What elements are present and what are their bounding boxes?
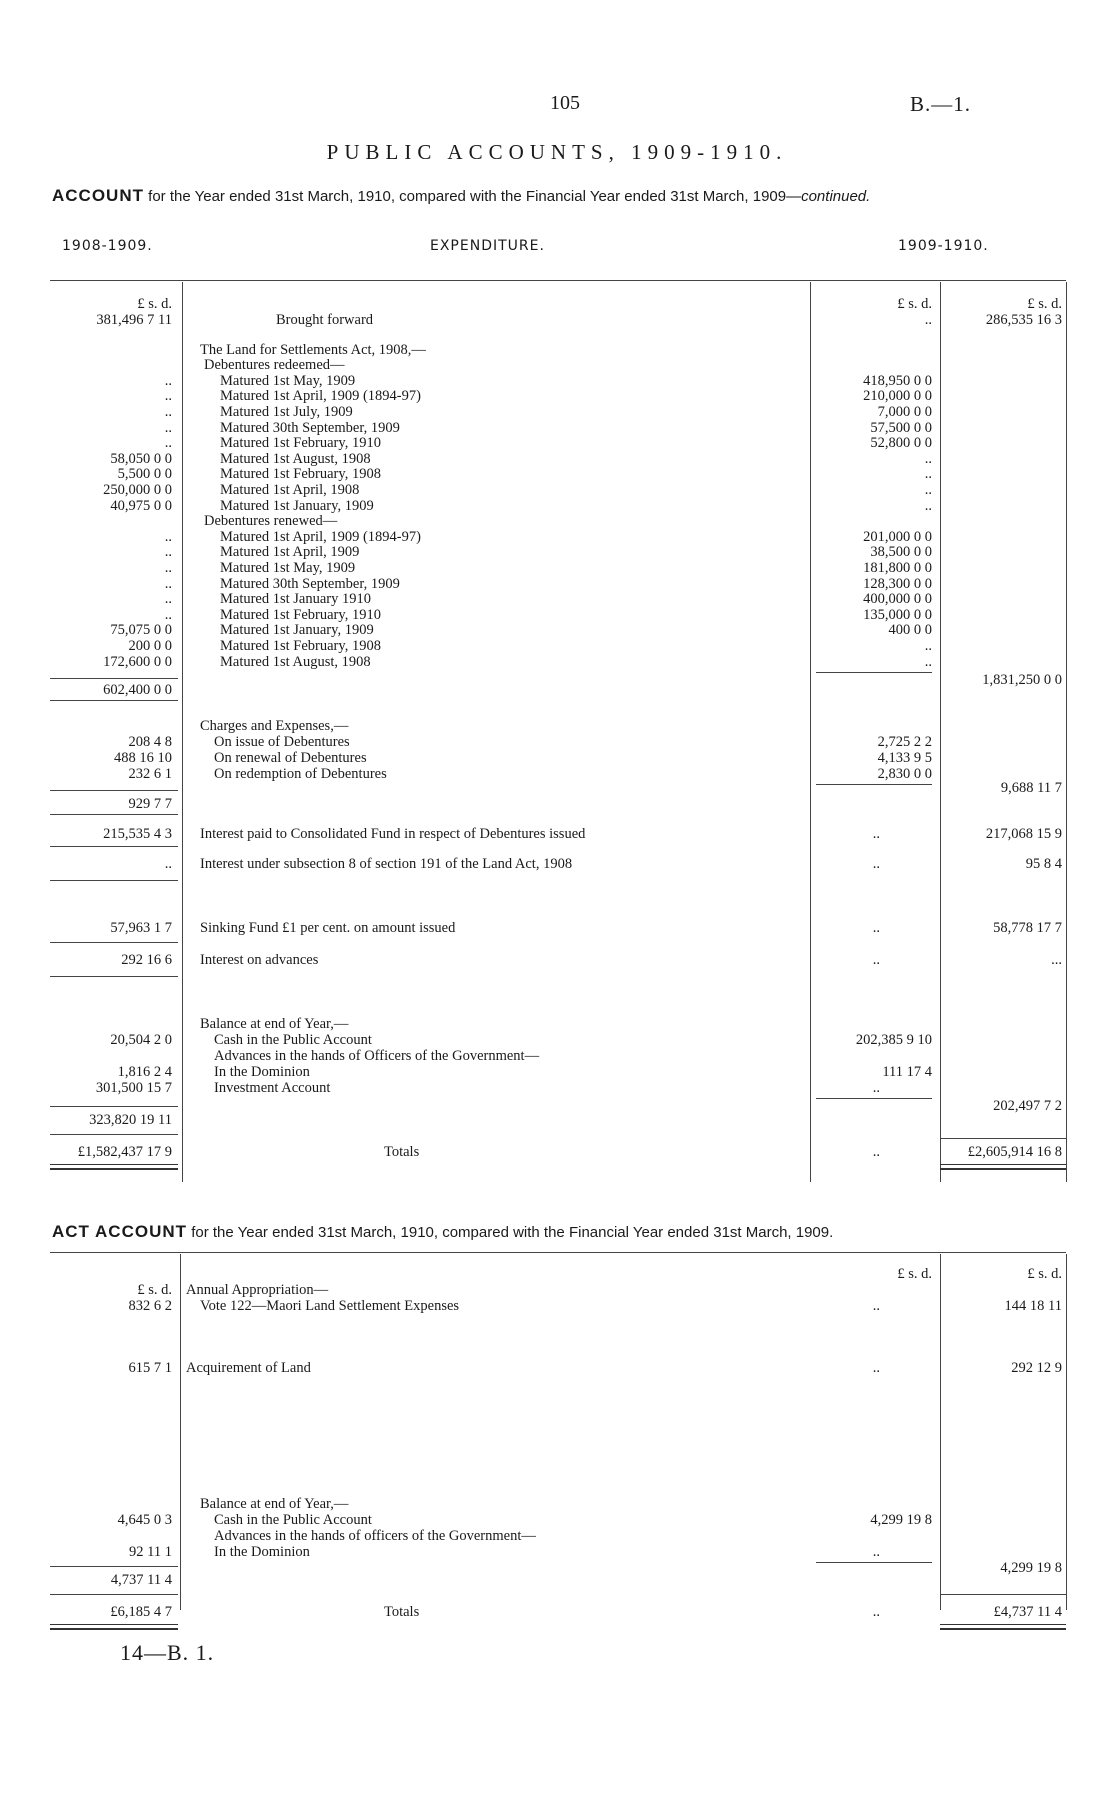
interest-subsection-right: 95 8 4 — [1025, 856, 1062, 872]
charges-total-right: 9,688 11 7 — [1000, 780, 1062, 796]
row-left-amount: .. — [164, 591, 172, 608]
vote-desc: Vote 122—Maori Land Settlement Expenses — [200, 1298, 460, 1314]
document-reference: B.—1. — [910, 92, 972, 116]
row-description: The Land for Settlements Act, 1908,— — [200, 341, 426, 358]
row-mid-amount: .. — [924, 638, 932, 654]
act-totals-double-rule-right — [940, 1624, 1066, 1630]
balance-investment-left: 301,500 15 7 — [95, 1080, 172, 1096]
row-left-amount: .. — [164, 560, 172, 576]
balance-dominion-mid: 111 17 4 — [882, 1064, 932, 1080]
table1-outer-divider — [1066, 282, 1067, 1182]
acquirement-desc: Acquirement of Land — [186, 1360, 311, 1376]
balance-rule-mid — [816, 1098, 932, 1099]
charge-left-amount: 232 6 1 — [128, 766, 172, 782]
row-mid-amount: 181,800 0 0 — [863, 560, 932, 576]
row-description: Matured 1st April, 1909 (1894-97) — [220, 388, 421, 405]
row-description: Matured 1st April, 1909 — [220, 544, 360, 561]
vote-mid: .. — [872, 1298, 880, 1314]
row-left-amount: .. — [164, 419, 172, 436]
row-description: Matured 1st July, 1909 — [220, 404, 353, 420]
act-balance-cash-left: 4,645 0 3 — [117, 1512, 172, 1528]
interest-consolidated-mid: .. — [872, 826, 880, 842]
acquirement-left: 615 7 1 — [128, 1360, 172, 1376]
row-description: Brought forward — [276, 312, 374, 328]
row-left-amount: .. — [164, 372, 172, 389]
row-description: Matured 1st January, 1909 — [220, 622, 374, 639]
totals-mid: .. — [872, 1144, 880, 1160]
act-account-heading-bold: ACT ACCOUNT — [52, 1222, 188, 1241]
balance-advances-heading: Advances in the hands of Officers of the Government— — [214, 1048, 540, 1064]
act-balance-dominion-mid: .. — [872, 1544, 880, 1560]
act-units-right: £ s. d. — [1027, 1266, 1062, 1282]
page-title: PUBLIC ACCOUNTS, 1909-1910. — [326, 140, 788, 164]
charge-mid-amount: 2,725 2 2 — [877, 734, 932, 750]
appropriation-heading: Annual Appropriation— — [186, 1282, 329, 1298]
table1-right-divider — [940, 282, 941, 1182]
row-mid-amount: .. — [924, 312, 932, 328]
row-description: Matured 30th September, 1909 — [220, 575, 400, 592]
units-mid: £ s. d. — [897, 296, 932, 312]
balance-cash-desc: Cash in the Public Account — [214, 1032, 372, 1048]
charge-description: On issue of Debentures — [214, 734, 350, 750]
sinking-fund-desc: Sinking Fund £1 per cent. on amount issued — [200, 920, 456, 936]
row-left-amount: 250,000 0 0 — [103, 482, 172, 498]
row-description: Debentures redeemed— — [204, 357, 345, 374]
sinking-fund-right: 58,778 17 7 — [993, 920, 1062, 936]
balance-cash-mid: 202,385 9 10 — [855, 1032, 932, 1048]
charge-left-amount: 208 4 8 — [128, 734, 172, 750]
row-left-amount: 5,500 0 0 — [117, 466, 172, 483]
act-units-left: £ s. d. — [137, 1282, 172, 1298]
balance-heading: Balance at end of Year,— — [200, 1016, 349, 1032]
vote-right: 144 18 11 — [1004, 1298, 1062, 1314]
charges-rule-left-bottom — [50, 814, 178, 815]
row-left-amount: 58,050 0 0 — [110, 450, 172, 467]
row-description: Matured 1st January 1910 — [220, 591, 372, 608]
row-mid-amount: 57,500 0 0 — [870, 419, 932, 436]
row-mid-amount: 135,000 0 0 — [863, 606, 932, 623]
totals-rule-right-top — [940, 1138, 1066, 1139]
act-totals-mid: .. — [872, 1604, 880, 1620]
charge-description: On redemption of Debentures — [214, 766, 387, 782]
balance-total-left: 323,820 19 11 — [89, 1112, 172, 1128]
charges-total-left: 929 7 7 — [128, 796, 172, 812]
totals-right: £2,605,914 16 8 — [967, 1144, 1062, 1160]
row-description: Matured 1st April, 1909 (1894-97) — [220, 528, 421, 545]
subtotal-rule-left — [50, 678, 178, 679]
act-balance-rule-left — [50, 1566, 178, 1567]
charge-mid-amount: 2,830 0 0 — [877, 766, 932, 782]
act-totals-left: £6,185 4 7 — [110, 1604, 172, 1620]
act-account-heading-text: for the Year ended 31st March, 1910, compared with the Financial Year ended 31st March, 1909. — [191, 1224, 834, 1241]
balance-rule-left — [50, 1106, 178, 1107]
column-expenditure: EXPENDITURE. — [430, 238, 545, 254]
balance-investment-desc: Investment Account — [214, 1080, 331, 1096]
charge-description: On renewal of Debentures — [214, 750, 367, 766]
row-description: Matured 1st February, 1908 — [220, 638, 381, 654]
act-balance-heading: Balance at end of Year,— — [200, 1496, 349, 1512]
row-mid-amount: 201,000 0 0 — [863, 528, 932, 545]
interest-consolidated-right: 217,068 15 9 — [985, 826, 1062, 842]
table1-top-rule — [50, 280, 1066, 281]
act-totals-right: £4,737 11 4 — [993, 1604, 1062, 1620]
vote-left: 832 6 2 — [128, 1298, 172, 1314]
row-left-amount: .. — [164, 528, 172, 545]
account-heading-bold: ACCOUNT — [52, 186, 144, 205]
act-totals-rule-right — [940, 1594, 1066, 1595]
column-year-previous: 1908-1909. — [62, 238, 153, 254]
act-balance-cash-mid: 4,299 19 8 — [870, 1512, 932, 1528]
row-left-amount: .. — [164, 544, 172, 561]
totals-left: £1,582,437 17 9 — [77, 1144, 172, 1160]
act-balance-total-left: 4,737 11 4 — [110, 1572, 172, 1588]
row-left-amount: 381,496 7 11 — [96, 312, 172, 328]
row-mid-amount: 38,500 0 0 — [870, 544, 932, 561]
table2-left-divider — [180, 1254, 181, 1610]
act-totals-label: Totals — [384, 1604, 420, 1620]
row-left-amount: 200 0 0 — [128, 638, 172, 654]
act-balance-rule-mid — [816, 1562, 932, 1563]
subsection-rule-left — [50, 880, 178, 881]
account-heading-italic: continued. — [801, 188, 871, 205]
totals-double-rule-right — [940, 1164, 1066, 1170]
row-left-amount: 172,600 0 0 — [103, 653, 172, 670]
act-balance-dominion-left: 92 11 1 — [129, 1544, 172, 1560]
row-mid-amount: .. — [924, 466, 932, 483]
act-balance-advances-heading: Advances in the hands of officers of the Government— — [214, 1528, 536, 1544]
row-right-amount: 286,535 16 3 — [985, 312, 1062, 328]
totals-rule-left — [50, 1134, 178, 1135]
row-mid-amount: 400 0 0 — [888, 622, 932, 639]
acquirement-right: 292 12 9 — [1011, 1360, 1062, 1376]
act-balance-cash-desc: Cash in the Public Account — [214, 1512, 372, 1528]
interest-advances-left: 292 16 6 — [121, 952, 172, 968]
interest-consolidated-desc: Interest paid to Consolidated Fund in respect of Debentures issued — [200, 826, 586, 842]
balance-cash-left: 20,504 2 0 — [110, 1032, 172, 1048]
row-left-amount: .. — [164, 606, 172, 623]
row-mid-amount: 52,800 0 0 — [870, 435, 932, 452]
charges-rule-mid — [816, 784, 932, 785]
row-description: Matured 1st August, 1908 — [220, 653, 371, 670]
acquirement-mid: .. — [872, 1360, 880, 1376]
act-balance-dominion-desc: In the Dominion — [214, 1544, 310, 1560]
balance-dominion-left: 1,816 2 4 — [117, 1064, 172, 1080]
row-mid-amount: 210,000 0 0 — [863, 388, 932, 405]
charges-rule-left — [50, 790, 178, 791]
row-mid-amount: 418,950 0 0 — [863, 372, 932, 389]
sinking-fund-left: 57,963 1 7 — [110, 920, 172, 936]
act-balance-total-right: 4,299 19 8 — [1000, 1560, 1062, 1576]
interest-advances-desc: Interest on advances — [200, 952, 319, 968]
row-description: Matured 1st May, 1909 — [220, 372, 356, 389]
table1-left-divider — [182, 282, 183, 1182]
page-footer-signature: 14—B. 1. — [120, 1640, 215, 1665]
totals-double-rule-left — [50, 1164, 178, 1170]
row-description: Matured 1st April, 1908 — [220, 482, 360, 498]
row-mid-amount: .. — [924, 497, 932, 514]
balance-dominion-desc: In the Dominion — [214, 1064, 310, 1080]
row-description: Matured 1st August, 1908 — [220, 450, 371, 467]
row-description: Matured 30th September, 1909 — [220, 419, 400, 436]
row-mid-amount: 400,000 0 0 — [863, 591, 932, 608]
charge-left-amount: 488 16 10 — [114, 750, 172, 766]
row-left-amount: .. — [164, 575, 172, 592]
subtotal-rule-left-bottom — [50, 700, 178, 701]
totals-label: Totals — [384, 1144, 420, 1160]
advances-rule-left — [50, 976, 178, 977]
charges-heading: Charges and Expenses,— — [200, 718, 349, 734]
column-year-current: 1909-1910. — [898, 238, 989, 254]
interest-subsection-left: .. — [164, 856, 172, 872]
interest-consolidated-left: 215,535 4 3 — [103, 826, 172, 842]
interest-advances-mid: .. — [872, 952, 880, 968]
row-left-amount: .. — [164, 435, 172, 452]
row-mid-amount: .. — [924, 482, 932, 498]
row-mid-amount: 128,300 0 0 — [863, 575, 932, 592]
row-description: Matured 1st February, 1908 — [220, 466, 381, 483]
act-account-heading — [52, 1222, 833, 1242]
row-left-amount: .. — [164, 404, 172, 420]
row-description: Matured 1st February, 1910 — [220, 435, 381, 452]
account-heading-text: for the Year ended 31st March, 1910, compared with the Financial Year ended 31st March, 1909— — [148, 188, 802, 205]
act-units-mid: £ s. d. — [897, 1266, 932, 1282]
account-heading — [52, 186, 870, 206]
row-left-amount: 40,975 0 0 — [110, 497, 172, 514]
balance-total-right: 202,497 7 2 — [993, 1098, 1062, 1114]
row-description: Matured 1st January, 1909 — [220, 497, 374, 514]
interest-advances-right: ... — [1051, 952, 1062, 968]
interest-rule-left — [50, 846, 178, 847]
debenture-subtotal-right: 1,831,250 0 0 — [982, 672, 1062, 688]
row-left-amount: 75,075 0 0 — [110, 622, 172, 639]
sinking-fund-mid: .. — [872, 920, 880, 936]
row-mid-amount: .. — [924, 450, 932, 467]
table2-outer-divider — [1066, 1254, 1067, 1610]
row-description: Matured 1st February, 1910 — [220, 606, 381, 623]
sinking-rule-left — [50, 942, 178, 943]
act-totals-double-rule-left — [50, 1624, 178, 1630]
debenture-subtotal-left: 602,400 0 0 — [103, 682, 172, 698]
page-number: 105 — [550, 92, 580, 114]
interest-subsection-desc: Interest under subsection 8 of section 191 of the Land Act, 1908 — [200, 856, 573, 872]
row-mid-amount: 7,000 0 0 — [877, 404, 932, 420]
row-description: Matured 1st May, 1909 — [220, 560, 356, 576]
balance-investment-mid: .. — [872, 1080, 880, 1096]
row-mid-amount: .. — [924, 653, 932, 670]
act-totals-rule-left — [50, 1594, 178, 1595]
units-left: £ s. d. — [137, 296, 172, 312]
subtotal-rule-mid — [816, 672, 932, 673]
row-left-amount: .. — [164, 388, 172, 405]
charge-mid-amount: 4,133 9 5 — [877, 750, 932, 766]
row-description: Debentures renewed— — [204, 513, 338, 530]
interest-subsection-mid: .. — [872, 856, 880, 872]
table2-top-rule — [50, 1252, 1066, 1253]
units-right: £ s. d. — [1027, 296, 1062, 312]
table1-mid-divider — [810, 282, 811, 1182]
